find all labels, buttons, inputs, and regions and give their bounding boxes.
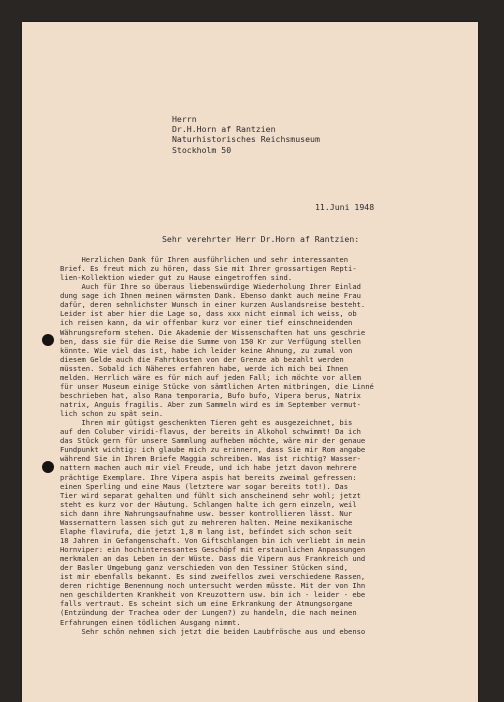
body-line: Währungsreform stehen. Die Akademie der Wissenschaften hat uns geschrie (60, 327, 366, 337)
body-line: könnte. Wie viel das ist, habe ich leider keine Ahnung, zu zumal von (60, 345, 353, 355)
recipient-address (172, 114, 320, 155)
body-line: für unser Museum einige Stücke von sämtlichen Arten mitbringen, die Linné (60, 381, 374, 391)
body-line: merkmalen an das Leben in der Wüste. Dass die Vipern aus Frankreich und (60, 554, 366, 564)
body-line: Brief. Es freut mich zu hören, dass Sie mit Ihrer grossartigen Repti- (60, 264, 357, 274)
body-line: der Basler Umgebung ganz verschieden von den Tessiner Stücken sind, (60, 563, 349, 573)
body-line: Tier wird separat gehalten und fühlt sich anscheinend sehr wohl; jetzt (60, 490, 361, 500)
body-line: dung sage ich Ihnen meinen wärmsten Dank. Ebenso dankt auch meine Frau (60, 291, 361, 301)
body-line: Wassernattern lassen sich gut zu mehreren halten. Meine mexikanische (60, 517, 353, 527)
body-line: Ihren mir gütigst geschenkten Tieren geht es ausgezeichnet, bis (60, 418, 353, 428)
punch-hole-bottom (42, 461, 54, 473)
body-line: ist mir ebenfalls bekannt. Es sind zweifellos zwei verschiedene Rassen, (60, 572, 366, 582)
body-line: (Entzündung der Trachea oder der Lungen?) zu handeln, die nach meinen (60, 608, 357, 618)
body-line: beschrieben hat, also Rana temporaria, Bufo bufo, Vipera berus, Natrix (60, 390, 361, 400)
body-line: müssten. Sobald ich Näheres erfahren habe, werde ich mich bei Ihnen (60, 363, 349, 373)
body-line: Leider ist aber hier die Lage so, dass xxx nicht einmal ich weiss, ob (60, 309, 357, 319)
address-line: Herrn (172, 114, 197, 124)
body-line: prächtige Exemplare. Ihre Vipera aspis hat bereits zweimal gefressen: (60, 472, 357, 482)
body-line: auf den Coluber viridi-flavus, der bereits in Alkohol schwimmt! Da ich (60, 427, 361, 437)
body-line: steht es kurz vor der Häutung. Schlangen halte ich gern einzeln, weil (60, 499, 357, 509)
address-line: Naturhistorisches Reichsmuseum (172, 134, 320, 145)
body-line: lien-Kollektion wieder gut zu Hause eingetroffen sind. (60, 273, 293, 283)
body-line: sich dann ihre Nahrungsaufnahme usw. besser kontrollieren lässt. Nur (60, 508, 353, 518)
body-line: ben, dass sie für die Reise die Summe von 150 Kr zur Verfügung stellen (60, 336, 361, 346)
salutation: Sehr verehrter Herr Dr.Horn af Rantzien: (162, 234, 360, 244)
body-line: deren richtige Benennung noch untersucht werden müsste. Mit der von Ihn (60, 581, 366, 591)
body-line: Erfahrungen einen tödlichen Ausgang nimmt. (60, 617, 241, 627)
body-line: falls vertraut. Es scheint sich um eine Erkrankung der Atmungsorgane (60, 599, 353, 609)
letter-page (22, 22, 478, 702)
body-line: melden. Herrlich wäre es für mich auf jeden Fall; ich möchte vor allem (60, 372, 361, 382)
body-line: Hornviper: ein hochinteressantes Geschöpf mit erstaunlichen Anpassungen (60, 545, 366, 554)
address-line: Stockholm 50 (172, 144, 232, 155)
body-line: lich schon zu spät sein. (60, 409, 164, 419)
letter-date: 11.Juni 1948 (315, 202, 375, 212)
body-line: Sehr schön nehmen sich jetzt die beiden Laubfrösche aus und ebenso (60, 626, 366, 636)
body-line: natrix, Anguis fragilis. Aber zum Sammeln wird es im September vermut- (60, 400, 361, 409)
body-line: während Sie in Ihrem Briefe Maggia schreiben. Was ist richtig? Wasser- (60, 454, 361, 464)
letter-body (60, 255, 374, 636)
body-line: Fundpunkt wichtig: ich glaube mich zu erinnern, dass Sie mir Rom angabe (60, 445, 366, 455)
body-line: Herzlichen Dank für Ihren ausführlichen und sehr interessanten (60, 255, 349, 264)
body-line: Elaphe flavirufa, die jetzt 1,8 m lang ist, befindet sich schon seit (60, 526, 353, 536)
address-line: Dr.H.Horn af Rantzien (172, 124, 276, 135)
body-line: nattern machen auch mir viel Freude, und ich habe jetzt davon mehrere (60, 463, 357, 473)
body-line: das Stück gern für unsere Sammlung aufheben möchte, wäre mir der genaue (60, 436, 366, 446)
body-line: 18 Jahren in Gefangenschaft. Von Giftschlangen bin ich verliebt in mein (60, 535, 366, 545)
body-line: dafür, deren sehnlichster Wunsch in einer kurzen Auslandsreise besteht. (60, 300, 366, 310)
body-line: nen geschilderten Krankheit von Kreuzottern usw. bin ich - leider - ebe (60, 590, 366, 600)
body-line: Auch für Ihre so überaus liebenswürdige Wiederholung Ihrer Einlad (60, 282, 361, 292)
body-line: einen Sperling und eine Maus (letztere war sogar bereits tot!). Das (60, 481, 349, 491)
punch-hole-top (42, 334, 54, 346)
body-line: diesem Gelde auch die Fahrtkosten von der Grenze ab bezahlt werden (60, 354, 344, 364)
body-line: ich reisen kann, da wir offenbar kurz vor einer tief einschneidenden (60, 318, 353, 328)
